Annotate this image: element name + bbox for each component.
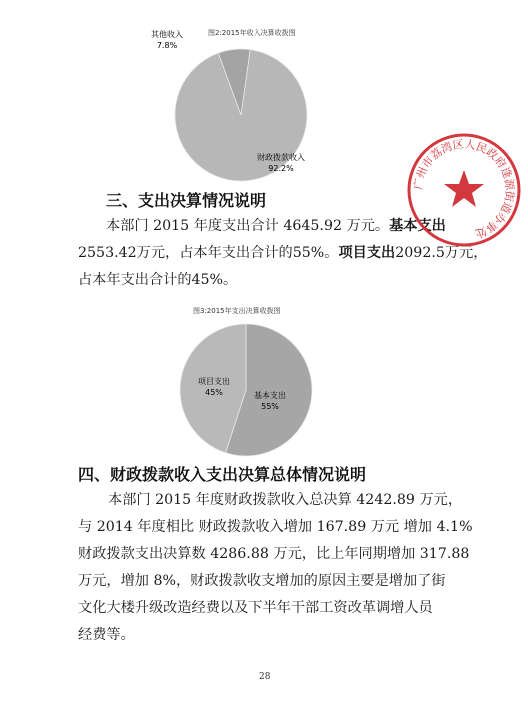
- chart2-slice-label-1: 其他收入: [151, 30, 183, 39]
- chart3-slice-label-0: 基本支出: [254, 391, 286, 400]
- section4-line2: 与 2014 年度相比 财政拨款收入增加 167.89 万元 增加 4.1%: [78, 519, 473, 535]
- official-seal: [404, 130, 524, 250]
- star-icon: [444, 170, 484, 207]
- seal-text: 广州市荔湾区人民政府逢源街道办事处: [411, 137, 517, 241]
- page-number: 28: [259, 672, 271, 682]
- chart2-pie: [140, 20, 350, 190]
- chart3-slice-label-1: 项目支出: [198, 377, 230, 386]
- chart3-pie: [160, 320, 340, 460]
- chart2-slice-label-0: 财政拨款收入: [257, 153, 305, 162]
- section3-line3: 占本年支出合计的45%。: [78, 272, 238, 288]
- chart2-slice-pct-0: 92.2%: [268, 164, 294, 173]
- section4-heading: 四、财政拨款收入支出决算总体情况说明: [78, 465, 367, 484]
- section3-bold-project: 项目支出: [338, 245, 396, 261]
- section4-line4: 万元，增加 8%，财政拨款收支增加的原因主要是增加了街: [78, 573, 446, 589]
- section3-line1: [106, 216, 446, 237]
- chart3-slice-pct-1: 45%: [205, 388, 223, 397]
- section3-paragraph: [106, 216, 446, 237]
- section4-line1: 本部门 2015 年度财政拨款收入总决算 4242.89 万元，: [108, 492, 463, 508]
- chart2-slice-pct-1: 7.8%: [156, 41, 178, 50]
- chart2-title: 图2:2015年收入决算收拨图: [208, 29, 296, 37]
- section3-text: 本部门 2015 年度支出合计 4645.92 万元。: [106, 218, 390, 234]
- chart3-slice-pct-0: 55%: [261, 402, 279, 411]
- section3-text: 2092.5万元，: [395, 245, 488, 261]
- section4-line6: 经费等。: [78, 627, 135, 643]
- section3-text: 2553.42万元，占本年支出合计的55%。: [78, 245, 339, 261]
- section4-line3: 财政拨款支出决算数 4286.88 万元，比上年同期增加 317.88: [78, 546, 470, 562]
- section3-bold-basic: 基本支出: [389, 218, 446, 234]
- section3-heading: 三、支出决算情况说明: [106, 191, 267, 210]
- section3-paragraph-cont: [78, 243, 487, 291]
- section4-line5: 文化大楼升级改造经费以及下半年干部工资改革调增人员: [78, 600, 433, 616]
- chart3-title: 图3:2015年支出决算收拨图: [193, 307, 281, 315]
